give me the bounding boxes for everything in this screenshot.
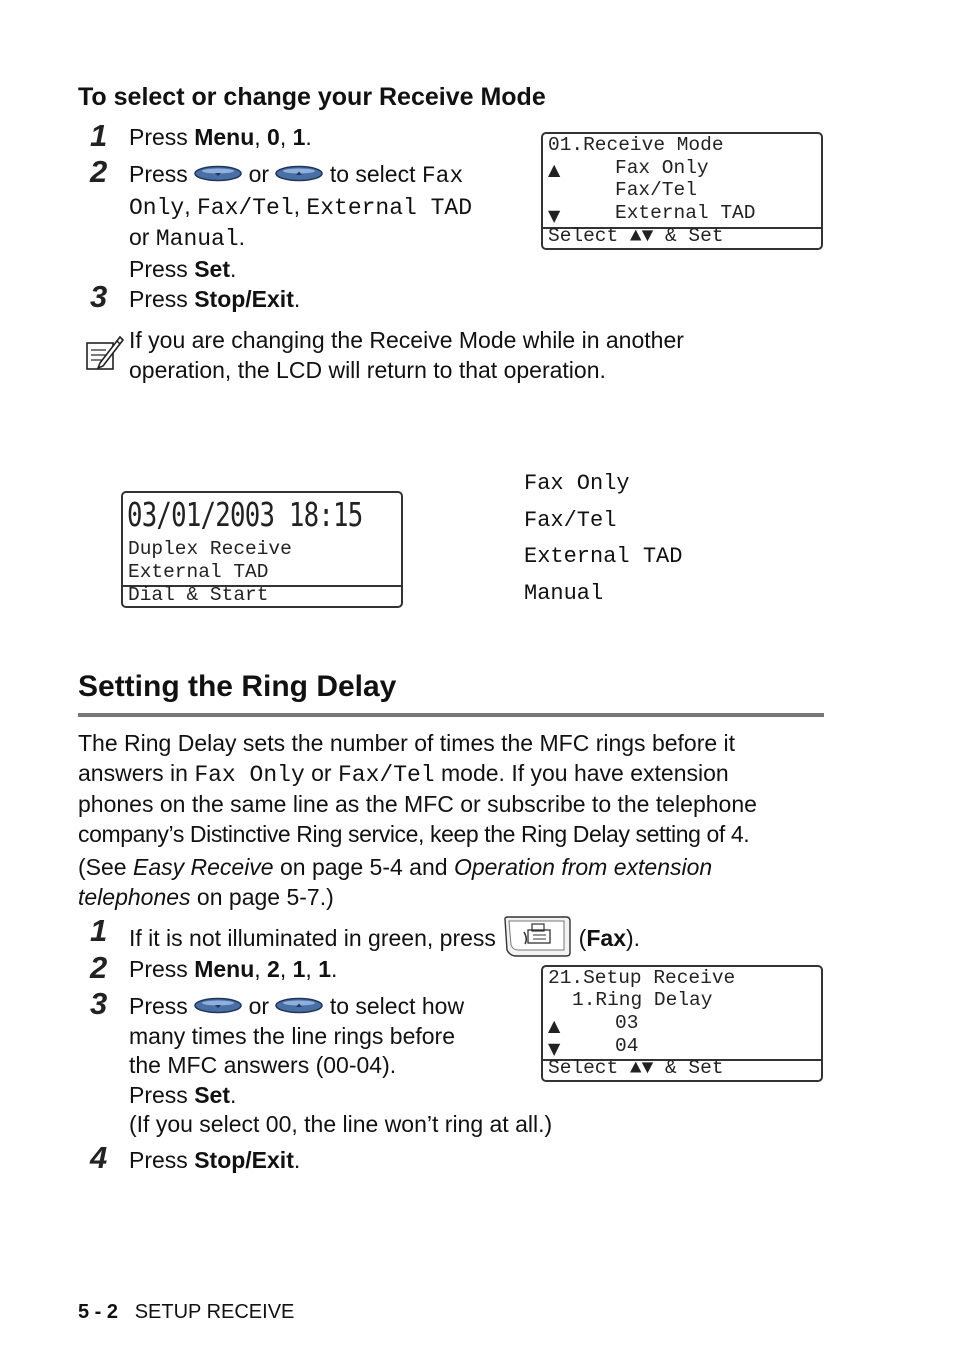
ring-delay-paragraph: The Ring Delay sets the number of times the MFC rings before it answers in Fax Only or Fax/Tel mode. If you have extension phones on the same line as the MFC or subscribe to the telephone company’s Distinctive Ring service, keep the Ring Delay setting of 4. <box>78 730 757 847</box>
step-2-text: Press or to select Fax Only, Fax/Tel, External TAD or Manual. Press Set. <box>129 161 473 282</box>
note-text: If you are changing the Receive Mode while in another operation, the LCD will return to that operation. <box>129 327 684 383</box>
step-3-text: Press or to select how many times the line rings before the MFC answers (00-04). Press Set. (If you select 00, the line won’t ring at all.) <box>129 993 553 1137</box>
lcd-line: Fax/Tel <box>615 179 697 201</box>
step-4-text: Press Stop/Exit. <box>129 1147 301 1173</box>
step-2-text: Press Menu, 2, 1, 1. <box>129 956 338 982</box>
lcd-line: External TAD <box>615 202 756 224</box>
up-triangle-icon: ▲ <box>548 1016 561 1035</box>
lcd-line: 21.Setup Receive <box>548 967 736 989</box>
down-arrow-key-icon <box>194 165 242 182</box>
step-number: 4 <box>90 1140 108 1175</box>
lcd-line: 01.Receive Mode <box>548 134 724 156</box>
page-number: 5 - 2 <box>78 1301 119 1323</box>
up-arrow-key-icon <box>275 997 323 1014</box>
lcd-line: Duplex Receive <box>128 538 292 560</box>
lcd-datetime: 03/01/2003 18:15 <box>127 495 363 534</box>
step-number: 3 <box>90 279 108 314</box>
step-number: 1 <box>90 913 108 948</box>
lcd-line: 03 <box>615 1012 639 1034</box>
section-heading: Setting the Ring Delay <box>78 670 397 703</box>
list-item: External TAD <box>524 544 683 569</box>
page-footer <box>78 1301 294 1324</box>
lcd-ring-delay <box>541 965 823 1082</box>
lcd-line: Fax Only <box>615 157 709 179</box>
fax-key-icon <box>502 915 572 957</box>
lcd-footer: Select ▲▼ & Set <box>548 1057 724 1079</box>
step-1-text: Press Menu, 0, 1. <box>129 124 312 150</box>
step-number: 2 <box>90 154 108 189</box>
subsection-heading: To select or change your Receive Mode <box>78 83 546 111</box>
heading-rule <box>78 713 824 717</box>
list-item: Manual <box>524 580 604 606</box>
receive-mode-list <box>524 466 682 612</box>
lcd-footer: Select ▲▼ & Set <box>548 225 724 247</box>
lcd-line: External TAD <box>128 561 269 583</box>
lcd-receive-mode <box>541 132 823 250</box>
lcd-idle-screen <box>121 491 403 608</box>
chapter-title: SETUP RECEIVE <box>134 1301 295 1323</box>
down-triangle-icon: ▼ <box>548 1039 561 1058</box>
down-arrow-key-icon <box>194 997 242 1014</box>
down-triangle-icon: ▼ <box>548 206 561 225</box>
up-triangle-icon: ▲ <box>548 160 561 179</box>
lcd-line: 1.Ring Delay <box>572 989 713 1011</box>
up-arrow-key-icon <box>275 165 323 182</box>
lcd-line: 04 <box>615 1035 639 1057</box>
cross-reference-paragraph: (See Easy Receive on page 5-4 and Operation from extension telephones on page 5-7.) <box>78 854 713 910</box>
lcd-footer: Dial & Start <box>128 584 269 606</box>
note-pencil-icon <box>84 333 124 373</box>
list-item: Fax/Tel <box>524 507 617 533</box>
list-item: Fax Only <box>524 471 630 496</box>
step-number: 2 <box>90 950 108 985</box>
link-easy-receive: Easy Receive <box>132 854 274 880</box>
step-1-text: If it is not illuminated in green, press (Fax). <box>129 919 640 961</box>
step-number: 3 <box>90 986 108 1021</box>
step-number: 1 <box>90 118 108 153</box>
step-3-text: Press Stop/Exit. <box>129 286 301 312</box>
